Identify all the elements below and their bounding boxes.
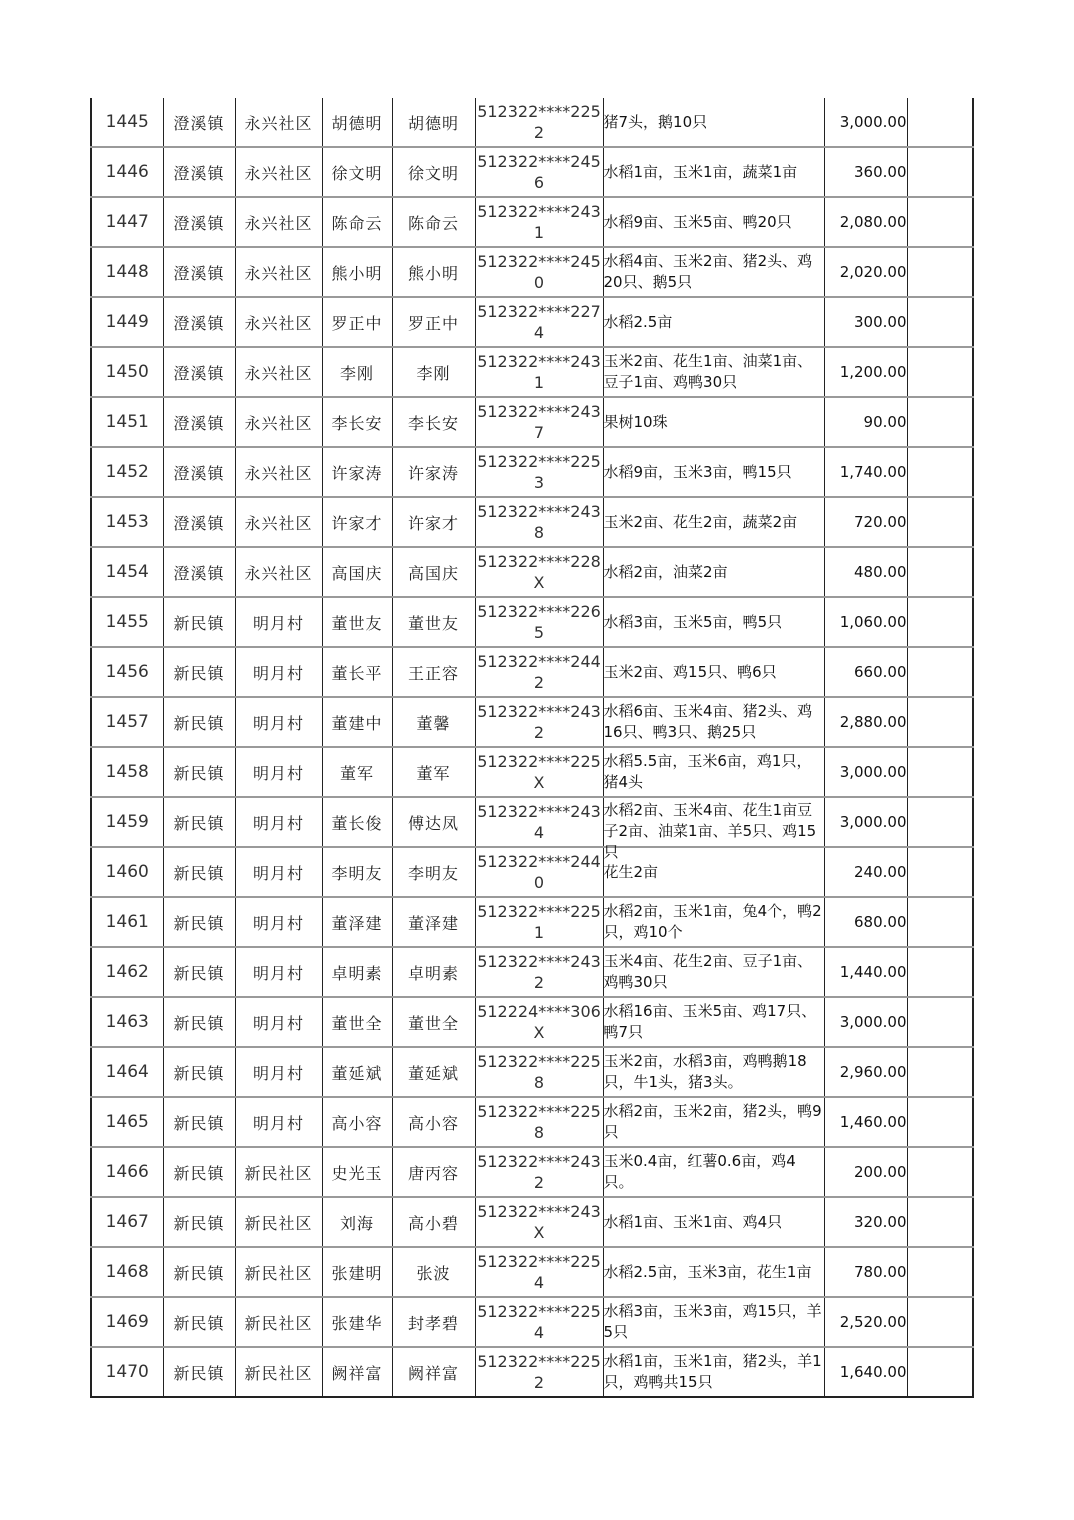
id-number-cell: 512322****2450 <box>475 247 603 297</box>
household-name-cell: 罗正中 <box>322 297 392 347</box>
amount-cell: 1,440.00 <box>824 947 907 997</box>
town-cell: 新民镇 <box>163 697 235 747</box>
subsidy-detail-cell: 水稻3亩，玉米5亩，鸭5只 <box>603 597 824 647</box>
row-number: 1459 <box>91 797 163 847</box>
remark-cell <box>907 847 973 897</box>
subsidy-detail-cell: 玉米2亩、花生2亩，蔬菜2亩 <box>603 497 824 547</box>
subsidy-detail-cell: 水稻2.5亩，玉米3亩，花生1亩 <box>603 1247 824 1297</box>
id-number-cell: 512322****2432 <box>475 947 603 997</box>
amount-cell: 1,060.00 <box>824 597 907 647</box>
row-number: 1455 <box>91 597 163 647</box>
remark-cell <box>907 1297 973 1347</box>
id-number-cell: 512322****2258 <box>475 1097 603 1147</box>
id-number-cell: 512322****2254 <box>475 1247 603 1297</box>
household-name-cell: 史光玉 <box>322 1147 392 1197</box>
town-cell: 新民镇 <box>163 1097 235 1147</box>
subsidy-detail-cell: 水稻3亩，玉米3亩，鸡15只，羊5只 <box>603 1297 824 1347</box>
remark-cell <box>907 947 973 997</box>
amount-cell: 3,000.00 <box>824 997 907 1047</box>
remark-cell <box>907 1197 973 1247</box>
village-cell: 新民社区 <box>235 1147 322 1197</box>
town-cell: 新民镇 <box>163 597 235 647</box>
remark-cell <box>907 197 973 247</box>
household-name-cell: 卓明素 <box>322 947 392 997</box>
row-number: 1462 <box>91 947 163 997</box>
subsidy-detail-cell: 水稻1亩，玉米1亩，蔬菜1亩 <box>603 147 824 197</box>
town-cell: 新民镇 <box>163 1247 235 1297</box>
payee-name-cell: 封孝碧 <box>392 1297 475 1347</box>
row-number: 1449 <box>91 297 163 347</box>
payee-name-cell: 董军 <box>392 747 475 797</box>
amount-cell: 780.00 <box>824 1247 907 1297</box>
amount-cell: 240.00 <box>824 847 907 897</box>
table-row <box>91 647 973 697</box>
town-cell: 澄溪镇 <box>163 547 235 597</box>
town-cell: 澄溪镇 <box>163 247 235 297</box>
row-number: 1458 <box>91 747 163 797</box>
amount-cell: 2,080.00 <box>824 197 907 247</box>
id-number-cell: 512322****2431 <box>475 347 603 397</box>
id-number-cell: 512322****2252 <box>475 1347 603 1397</box>
town-cell: 澄溪镇 <box>163 497 235 547</box>
remark-cell <box>907 697 973 747</box>
amount-cell: 2,960.00 <box>824 1047 907 1097</box>
payment-table <box>90 98 974 1398</box>
id-number-cell: 512322****2265 <box>475 597 603 647</box>
payee-name-cell: 唐丙容 <box>392 1147 475 1197</box>
town-cell: 澄溪镇 <box>163 147 235 197</box>
row-number: 1467 <box>91 1197 163 1247</box>
payee-name-cell: 徐文明 <box>392 147 475 197</box>
row-number: 1464 <box>91 1047 163 1097</box>
remark-cell <box>907 147 973 197</box>
remark-cell <box>907 347 973 397</box>
id-number-cell: 512322****2253 <box>475 447 603 497</box>
town-cell: 澄溪镇 <box>163 347 235 397</box>
table-row <box>91 1047 973 1097</box>
village-cell: 明月村 <box>235 797 322 847</box>
table-row <box>91 1097 973 1147</box>
town-cell: 新民镇 <box>163 997 235 1047</box>
remark-cell <box>907 1097 973 1147</box>
town-cell: 新民镇 <box>163 1147 235 1197</box>
town-cell: 澄溪镇 <box>163 197 235 247</box>
town-cell: 新民镇 <box>163 1197 235 1247</box>
amount-cell: 660.00 <box>824 647 907 697</box>
id-number-cell: 512322****2252 <box>475 98 603 147</box>
table-row <box>91 1147 973 1197</box>
table-row <box>91 947 973 997</box>
household-name-cell: 李长安 <box>322 397 392 447</box>
subsidy-detail-cell: 水稻1亩，玉米1亩，猪2头，羊1只，鸡鸭共15只 <box>603 1347 824 1397</box>
payee-name-cell: 高国庆 <box>392 547 475 597</box>
amount-cell: 3,000.00 <box>824 797 907 847</box>
amount-cell: 360.00 <box>824 147 907 197</box>
village-cell: 明月村 <box>235 847 322 897</box>
table-row <box>91 897 973 947</box>
subsidy-detail-cell: 水稻1亩、玉米1亩、鸡4只 <box>603 1197 824 1247</box>
household-name-cell: 熊小明 <box>322 247 392 297</box>
village-cell: 永兴社区 <box>235 98 322 147</box>
subsidy-detail-cell: 水稻9亩、玉米5亩、鸭20只 <box>603 197 824 247</box>
household-name-cell: 胡德明 <box>322 98 392 147</box>
row-number: 1461 <box>91 897 163 947</box>
payee-name-cell: 董世全 <box>392 997 475 1047</box>
amount-cell: 300.00 <box>824 297 907 347</box>
village-cell: 永兴社区 <box>235 497 322 547</box>
row-number: 1446 <box>91 147 163 197</box>
table-row <box>91 297 973 347</box>
remark-cell <box>907 747 973 797</box>
id-number-cell: 512322****2456 <box>475 147 603 197</box>
remark-cell <box>907 297 973 347</box>
subsidy-detail-cell: 水稻2亩，油菜2亩 <box>603 547 824 597</box>
remark-cell <box>907 247 973 297</box>
remark-cell <box>907 547 973 597</box>
id-number-cell: 512322****243X <box>475 1197 603 1247</box>
id-number-cell: 512322****2438 <box>475 497 603 547</box>
payee-name-cell: 董馨 <box>392 697 475 747</box>
id-number-cell: 512322****2274 <box>475 297 603 347</box>
village-cell: 新民社区 <box>235 1347 322 1397</box>
id-number-cell: 512322****2254 <box>475 1297 603 1347</box>
amount-cell: 1,640.00 <box>824 1347 907 1397</box>
id-number-cell: 512322****2432 <box>475 1147 603 1197</box>
village-cell: 永兴社区 <box>235 547 322 597</box>
village-cell: 永兴社区 <box>235 247 322 297</box>
town-cell: 澄溪镇 <box>163 98 235 147</box>
amount-cell: 2,020.00 <box>824 247 907 297</box>
household-name-cell: 李刚 <box>322 347 392 397</box>
village-cell: 永兴社区 <box>235 347 322 397</box>
table-row <box>91 347 973 397</box>
table-row <box>91 1297 973 1347</box>
id-number-cell: 512322****2251 <box>475 897 603 947</box>
town-cell: 新民镇 <box>163 847 235 897</box>
household-name-cell: 张建华 <box>322 1297 392 1347</box>
household-name-cell: 刘海 <box>322 1197 392 1247</box>
id-number-cell: 512322****2437 <box>475 397 603 447</box>
table-row <box>91 747 973 797</box>
remark-cell <box>907 1347 973 1397</box>
amount-cell: 200.00 <box>824 1147 907 1197</box>
subsidy-detail-cell: 水稻5.5亩，玉米6亩，鸡1只，猪4头 <box>603 747 824 797</box>
id-number-cell: 512322****2258 <box>475 1047 603 1097</box>
remark-cell <box>907 397 973 447</box>
payee-name-cell: 张波 <box>392 1247 475 1297</box>
village-cell: 永兴社区 <box>235 447 322 497</box>
row-number: 1465 <box>91 1097 163 1147</box>
village-cell: 明月村 <box>235 647 322 697</box>
village-cell: 明月村 <box>235 947 322 997</box>
town-cell: 新民镇 <box>163 747 235 797</box>
table-row <box>91 547 973 597</box>
payee-name-cell: 许家才 <box>392 497 475 547</box>
remark-cell <box>907 1147 973 1197</box>
town-cell: 新民镇 <box>163 797 235 847</box>
row-number: 1457 <box>91 697 163 747</box>
subsidy-detail-cell: 水稻2亩，玉米1亩，兔4个，鸭2只，鸡10个 <box>603 897 824 947</box>
payee-name-cell: 李明友 <box>392 847 475 897</box>
remark-cell <box>907 1047 973 1097</box>
household-name-cell: 张建明 <box>322 1247 392 1297</box>
amount-cell: 1,200.00 <box>824 347 907 397</box>
subsidy-detail-cell: 水稻9亩，玉米3亩，鸭15只 <box>603 447 824 497</box>
remark-cell <box>907 597 973 647</box>
household-name-cell: 高国庆 <box>322 547 392 597</box>
row-number: 1445 <box>91 98 163 147</box>
remark-cell <box>907 1247 973 1297</box>
subsidy-detail-cell: 玉米4亩、花生2亩、豆子1亩、鸡鸭30只 <box>603 947 824 997</box>
village-cell: 新民社区 <box>235 1297 322 1347</box>
row-number: 1447 <box>91 197 163 247</box>
town-cell: 新民镇 <box>163 1347 235 1397</box>
payee-name-cell: 李长安 <box>392 397 475 447</box>
household-name-cell: 董世友 <box>322 597 392 647</box>
id-number-cell: 512322****2431 <box>475 197 603 247</box>
household-name-cell: 董长俊 <box>322 797 392 847</box>
amount-cell: 1,460.00 <box>824 1097 907 1147</box>
table-row <box>91 397 973 447</box>
payee-name-cell: 董泽建 <box>392 897 475 947</box>
subsidy-detail-cell: 花生2亩 <box>603 847 824 897</box>
row-number: 1454 <box>91 547 163 597</box>
subsidy-detail-cell: 水稻6亩、玉米4亩、猪2头、鸡16只、鸭3只、鹅25只 <box>603 697 824 747</box>
payee-name-cell: 卓明素 <box>392 947 475 997</box>
table-row <box>91 1347 973 1397</box>
amount-cell: 680.00 <box>824 897 907 947</box>
subsidy-detail-cell: 玉米0.4亩，红薯0.6亩，鸡4只。 <box>603 1147 824 1197</box>
id-number-cell: 512322****225X <box>475 747 603 797</box>
payee-name-cell: 陈命云 <box>392 197 475 247</box>
amount-cell: 90.00 <box>824 397 907 447</box>
town-cell: 新民镇 <box>163 647 235 697</box>
payee-name-cell: 董延斌 <box>392 1047 475 1097</box>
amount-cell: 3,000.00 <box>824 98 907 147</box>
subsidy-detail-cell: 水稻2.5亩 <box>603 297 824 347</box>
household-name-cell: 董世全 <box>322 997 392 1047</box>
remark-cell <box>907 897 973 947</box>
payee-name-cell: 傅达凤 <box>392 797 475 847</box>
payee-name-cell: 罗正中 <box>392 297 475 347</box>
table-row <box>91 98 973 147</box>
table-row <box>91 1247 973 1297</box>
payee-name-cell: 王正容 <box>392 647 475 697</box>
payee-name-cell: 胡德明 <box>392 98 475 147</box>
row-number: 1452 <box>91 447 163 497</box>
remark-cell <box>907 647 973 697</box>
row-number: 1460 <box>91 847 163 897</box>
household-name-cell: 许家涛 <box>322 447 392 497</box>
village-cell: 明月村 <box>235 1047 322 1097</box>
town-cell: 澄溪镇 <box>163 447 235 497</box>
household-name-cell: 董泽建 <box>322 897 392 947</box>
household-name-cell: 李明友 <box>322 847 392 897</box>
remark-cell <box>907 997 973 1047</box>
village-cell: 明月村 <box>235 697 322 747</box>
town-cell: 新民镇 <box>163 1297 235 1347</box>
household-name-cell: 董军 <box>322 747 392 797</box>
amount-cell: 2,520.00 <box>824 1297 907 1347</box>
town-cell: 新民镇 <box>163 897 235 947</box>
payee-name-cell: 熊小明 <box>392 247 475 297</box>
village-cell: 永兴社区 <box>235 297 322 347</box>
subsidy-detail-cell: 水稻2亩，玉米2亩，猪2头，鸭9只 <box>603 1097 824 1147</box>
payee-name-cell: 董世友 <box>392 597 475 647</box>
payee-name-cell: 许家涛 <box>392 447 475 497</box>
town-cell: 新民镇 <box>163 947 235 997</box>
payee-name-cell: 高小容 <box>392 1097 475 1147</box>
village-cell: 永兴社区 <box>235 147 322 197</box>
subsidy-detail-cell: 玉米2亩、花生1亩、油菜1亩、豆子1亩、鸡鸭30只 <box>603 347 824 397</box>
payee-name-cell: 高小碧 <box>392 1197 475 1247</box>
village-cell: 永兴社区 <box>235 197 322 247</box>
village-cell: 永兴社区 <box>235 397 322 447</box>
village-cell: 新民社区 <box>235 1247 322 1297</box>
amount-cell: 480.00 <box>824 547 907 597</box>
village-cell: 明月村 <box>235 597 322 647</box>
town-cell: 新民镇 <box>163 1047 235 1097</box>
table-body <box>91 98 973 1397</box>
subsidy-detail-cell: 水稻4亩、玉米2亩、猪2头、鸡20只、鹅5只 <box>603 247 824 297</box>
subsidy-detail-cell: 水稻2亩、玉米4亩、花生1亩豆子2亩、油菜1亩、羊5只、鸡15只 <box>603 797 824 847</box>
subsidy-detail-cell: 水稻16亩、玉米5亩、鸡17只、鸭7只 <box>603 997 824 1047</box>
household-name-cell: 董长平 <box>322 647 392 697</box>
village-cell: 明月村 <box>235 1097 322 1147</box>
row-number: 1463 <box>91 997 163 1047</box>
payee-name-cell: 阙祥富 <box>392 1347 475 1397</box>
subsidy-detail-cell: 猪7头，鹅10只 <box>603 98 824 147</box>
table-row <box>91 597 973 647</box>
household-name-cell: 徐文明 <box>322 147 392 197</box>
table-row <box>91 147 973 197</box>
table-row <box>91 1197 973 1247</box>
row-number: 1469 <box>91 1297 163 1347</box>
row-number: 1451 <box>91 397 163 447</box>
household-name-cell: 董延斌 <box>322 1047 392 1097</box>
village-cell: 明月村 <box>235 997 322 1047</box>
town-cell: 澄溪镇 <box>163 397 235 447</box>
row-number: 1466 <box>91 1147 163 1197</box>
amount-cell: 3,000.00 <box>824 747 907 797</box>
table-row <box>91 497 973 547</box>
table-row <box>91 847 973 897</box>
village-cell: 明月村 <box>235 897 322 947</box>
table-row <box>91 997 973 1047</box>
subsidy-detail-cell: 果树10珠 <box>603 397 824 447</box>
amount-cell: 320.00 <box>824 1197 907 1247</box>
amount-cell: 720.00 <box>824 497 907 547</box>
remark-cell <box>907 98 973 147</box>
subsidy-detail-cell: 玉米2亩、鸡15只、鸭6只 <box>603 647 824 697</box>
table-row <box>91 697 973 747</box>
row-number: 1450 <box>91 347 163 397</box>
row-number: 1468 <box>91 1247 163 1297</box>
table-row <box>91 447 973 497</box>
town-cell: 澄溪镇 <box>163 297 235 347</box>
village-cell: 新民社区 <box>235 1197 322 1247</box>
payee-name-cell: 李刚 <box>392 347 475 397</box>
id-number-cell: 512322****2440 <box>475 847 603 897</box>
row-number: 1448 <box>91 247 163 297</box>
remark-cell <box>907 797 973 847</box>
row-number: 1456 <box>91 647 163 697</box>
remark-cell <box>907 447 973 497</box>
remark-cell <box>907 497 973 547</box>
payment-sheet <box>90 98 972 1398</box>
table-row <box>91 247 973 297</box>
id-number-cell: 512322****2434 <box>475 797 603 847</box>
household-name-cell: 高小容 <box>322 1097 392 1147</box>
village-cell: 明月村 <box>235 747 322 797</box>
subsidy-detail-cell: 玉米2亩，水稻3亩，鸡鸭鹅18只，牛1头，猪3头。 <box>603 1047 824 1097</box>
household-name-cell: 陈命云 <box>322 197 392 247</box>
amount-cell: 1,740.00 <box>824 447 907 497</box>
row-number: 1470 <box>91 1347 163 1397</box>
household-name-cell: 许家才 <box>322 497 392 547</box>
id-number-cell: 512322****2432 <box>475 697 603 747</box>
household-name-cell: 董建中 <box>322 697 392 747</box>
id-number-cell: 512322****228X <box>475 547 603 597</box>
amount-cell: 2,880.00 <box>824 697 907 747</box>
table-row <box>91 197 973 247</box>
table-row <box>91 797 973 847</box>
row-number: 1453 <box>91 497 163 547</box>
id-number-cell: 512224****306X <box>475 997 603 1047</box>
id-number-cell: 512322****2442 <box>475 647 603 697</box>
household-name-cell: 阙祥富 <box>322 1347 392 1397</box>
